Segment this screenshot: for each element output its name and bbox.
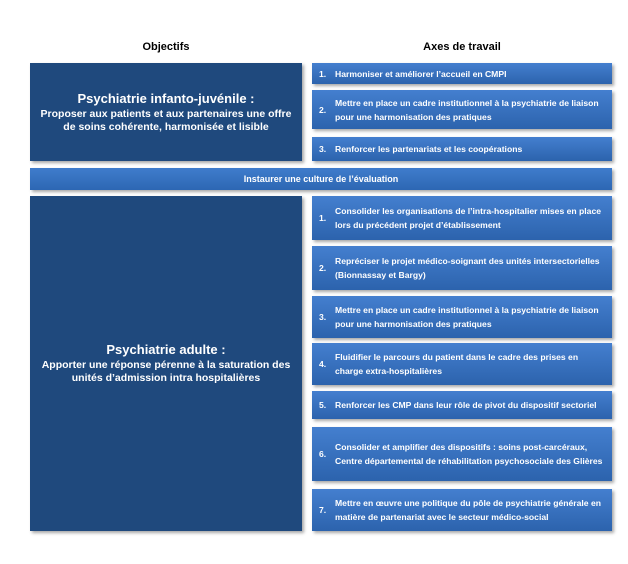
- axis-item-infanto-2: [312, 90, 612, 129]
- header-objectifs: Objectifs: [142, 41, 190, 53]
- axis-number: 5.: [319, 400, 327, 410]
- axis-item-adulte-4: [312, 343, 612, 385]
- objective-infanto-juvenile: [30, 63, 302, 161]
- axis-number: 6.: [319, 449, 327, 459]
- objective-description: Apporter une réponse pérenne à la saturation des unités d’admission intra hospitalières: [41, 359, 291, 384]
- axis-item-infanto-3: [312, 137, 612, 161]
- axis-number: 2.: [319, 263, 327, 273]
- objective-title: Psychiatrie adulte :: [106, 342, 226, 357]
- axis-number: 2.: [319, 104, 327, 115]
- objective-adulte: [30, 196, 302, 531]
- header-axes-de-travail: Axes de travail: [423, 41, 501, 53]
- axis-text: Consolider et amplifier des dispositifs : soins post-carcéraux, Centre départemental de réhabilitation psychosociale des Glières: [335, 442, 603, 466]
- axis-text: Renforcer les partenariats et les coopérations: [335, 144, 523, 154]
- axis-text: Mettre en œuvre une politique du pôle de psychiatrie générale en matière de partenariat avec le secteur médico-social: [335, 498, 601, 522]
- axis-number: 4.: [319, 359, 327, 369]
- axis-number: 7.: [319, 505, 327, 515]
- axis-text: Repréciser le projet médico-soignant des unités intersectorielles (Bionnassay et Bargy): [335, 256, 600, 280]
- axis-number: 3.: [319, 144, 327, 154]
- axis-text: Harmoniser et améliorer l’accueil en CMPI: [335, 68, 507, 79]
- axis-item-adulte-6: [312, 427, 612, 481]
- axis-item-adulte-1: [312, 196, 612, 240]
- shared-axis-band: Instaurer une culture de l’évaluation: [30, 168, 612, 190]
- axis-text: Consolider les organisations de l’intra-hospitalier mises en place lors du précédent projet d’établissement: [335, 206, 602, 230]
- axis-number: 3.: [319, 312, 327, 322]
- axis-text: Fluidifier le parcours du patient dans le cadre des prises en charge extra-hospitalières: [335, 352, 579, 376]
- axis-text: Mettre en place un cadre institutionnel à la psychiatrie de liaison pour une harmonisation des pratiques: [335, 305, 599, 329]
- axis-item-adulte-5: [312, 391, 612, 419]
- objective-description: Proposer aux patients et aux partenaires une offre de soins cohérente, harmonisée et lisible: [40, 107, 292, 133]
- axis-item-adulte-3: [312, 296, 612, 338]
- axis-number: 1.: [319, 68, 327, 79]
- axis-text: Mettre en place un cadre institutionnel à la psychiatrie de liaison pour une harmonisation des pratiques: [335, 97, 599, 122]
- axis-item-adulte-7: [312, 489, 612, 531]
- axis-item-adulte-2: [312, 246, 612, 290]
- axis-text: Renforcer les CMP dans leur rôle de pivot du dispositif sectoriel: [335, 400, 597, 410]
- axis-item-infanto-1: [312, 63, 612, 84]
- axis-number: 1.: [319, 213, 327, 223]
- objective-title: Psychiatrie infanto-juvénile :: [77, 90, 255, 106]
